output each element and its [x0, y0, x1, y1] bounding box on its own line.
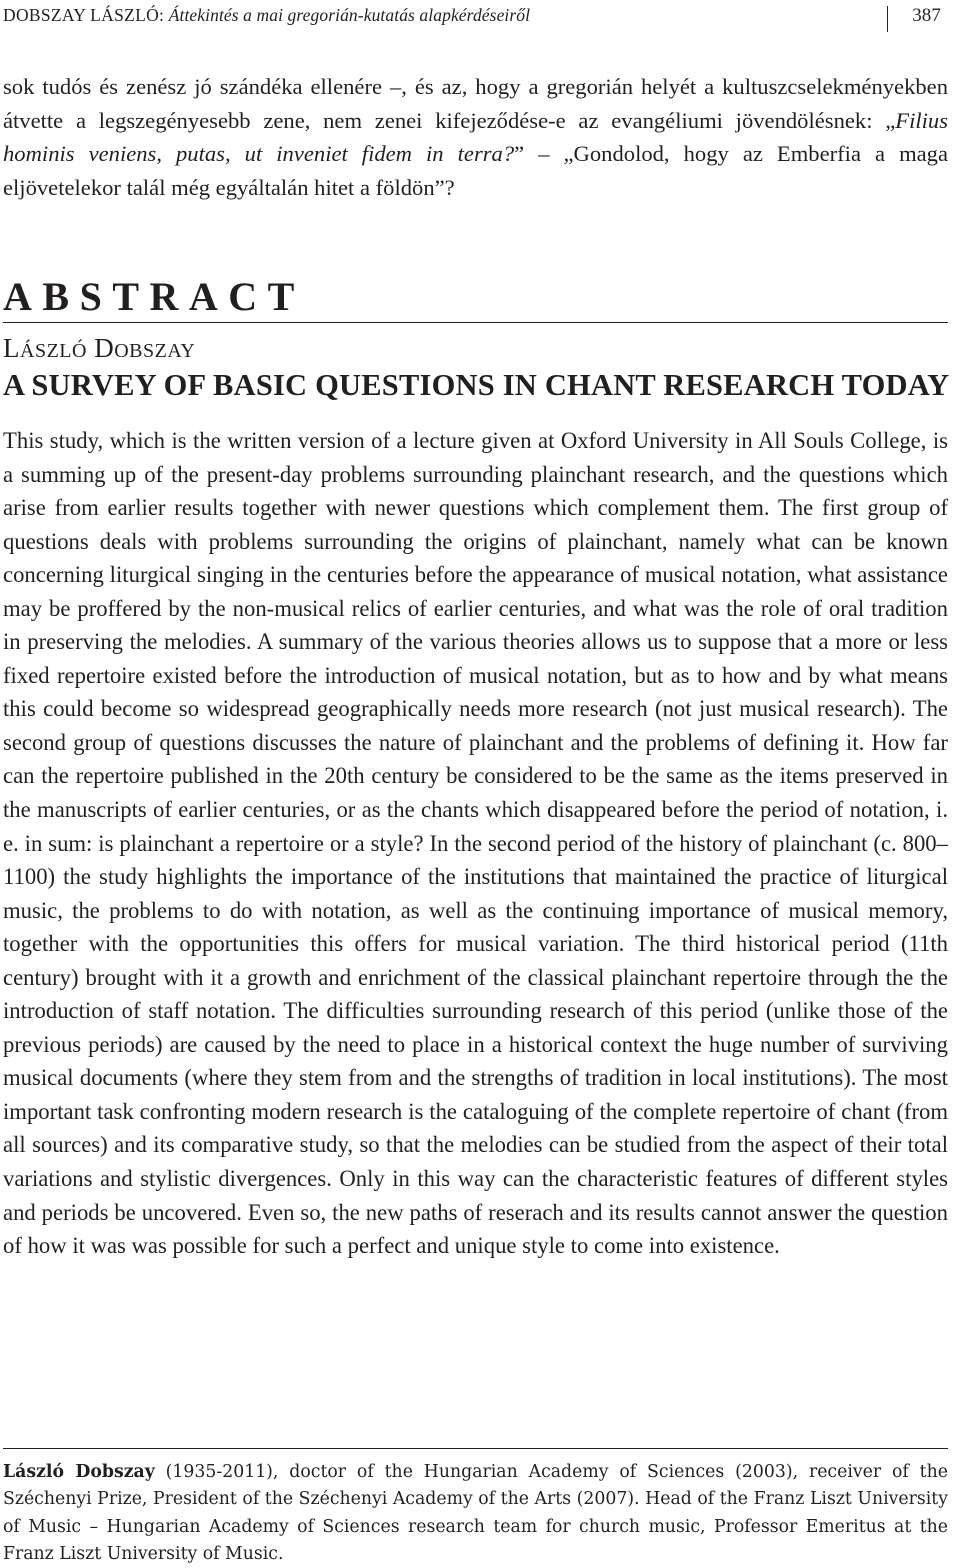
bio-text: (1935-2011), doctor of the Hungarian Academy of Sciences (2003), receiver of the Széchenyi Prize, President of the Széchenyi Academy of the Arts (2007). Head of the Franz Liszt University of Music – Hungarian Academy of Sciences research team for church music, Professor Emeritus at the Franz Liszt University of Music.	[3, 1462, 948, 1564]
latin-quote: Filius hominis veniens, putas, ut inveniet fidem in terra?	[3, 107, 948, 167]
running-header	[3, 4, 951, 30]
header-title: Áttekintés a mai gregorián-kutatás alapkérdéseiről	[168, 5, 531, 25]
author-last-initial: D	[94, 333, 115, 363]
page-number: 387	[912, 5, 941, 26]
intro-paragraph	[3, 70, 948, 204]
author-bio	[3, 1459, 948, 1568]
bio-rule	[3, 1448, 948, 1449]
abstract-rule	[3, 322, 948, 323]
abstract-heading: ABSTRACT	[3, 274, 305, 319]
bio-name: László Dobszay	[3, 1462, 155, 1482]
header-divider	[887, 6, 888, 32]
author-first-rest: ÁSZLÓ	[20, 340, 87, 362]
header-author: DOBSZAY LÁSZLÓ:	[3, 5, 165, 25]
author-last-rest: OBSZAY	[114, 340, 196, 362]
abstract-body: This study, which is the written version of a lecture given at Oxford University in All Souls College, is a summing up of the present-day problems surrounding plainchant research, and the questions which arise from earlier results together with newer questions which complement them. The first group of questions deals with problems surrounding the origins of plainchant, namely what can be known concerning liturgical singing in the centuries before the appearance of musical notation, what assistance may be proffered by the non-musical relics of earlier centuries, and what was the role of oral tradition in preserving the melodies. A summary of the various theories allows us to suppose that a more or less fixed repertoire existed before the introduction of musical notation, but as to how and by what means this could become so widespread geographically needs more research (not just musical research). The second group of questions discusses the nature of plainchant and the problems of defining it. How far can the repertoire published in the 20th century be considered to be the same as the items preserved in the manuscripts of earlier centuries, or as the chants which disappeared before the period of notation, i. e. in sum: is plainchant a repertoire or a style? In the second period of the history of plainchant (c. 800–1100) the study highlights the importance of the institutions that maintained the practice of liturgical music, the problems to do with notation, as well as the continuing importance of musical memory, together with the opportunities this offers for musical variation. The third historical period (11th century) brought with it a growth and enrichment of the classical plainchant repertoire through the the introduction of staff notation. The difficulties surrounding research of this period (unlike those of the previous periods) are caused by the need to place in a historical context the huge number of surviving musical documents (where they stem from and the strengths of tradition in local institutions). The most important task confronting modern research is the cataloguing of the complete repertoire of chant (from all sources) and its comparative study, so that the melodies can be studied from the aspect of their total variations and stylistic divergences. Only in this way can the characteristic features of different styles and periods be uncovered. Even so, the new paths of reserach and its results cannot answer the question of how it was was possible for such a perfect and unique style to come into existence.	[3, 428, 948, 1259]
intro-text-1: sok tudós és zenész jó szándéka ellenére –, és az, hogy a gregorián helyét a kultuszcselekményekben átvette a legszegényesebb zene, nem zenei kifejeződése-e az evangéliumi jövendölésnek: „	[3, 74, 948, 133]
abstract-author	[3, 331, 195, 368]
abstract-subtitle: A SURVEY OF BASIC QUESTIONS IN CHANT RESEARCH TODAY	[3, 368, 950, 402]
intro-text-2: ” – „Gondolod, hogy az Emberfia a maga eljövetelekor talál még egyáltalán hitet a földön”?	[3, 141, 948, 200]
author-first-initial: L	[3, 333, 20, 363]
